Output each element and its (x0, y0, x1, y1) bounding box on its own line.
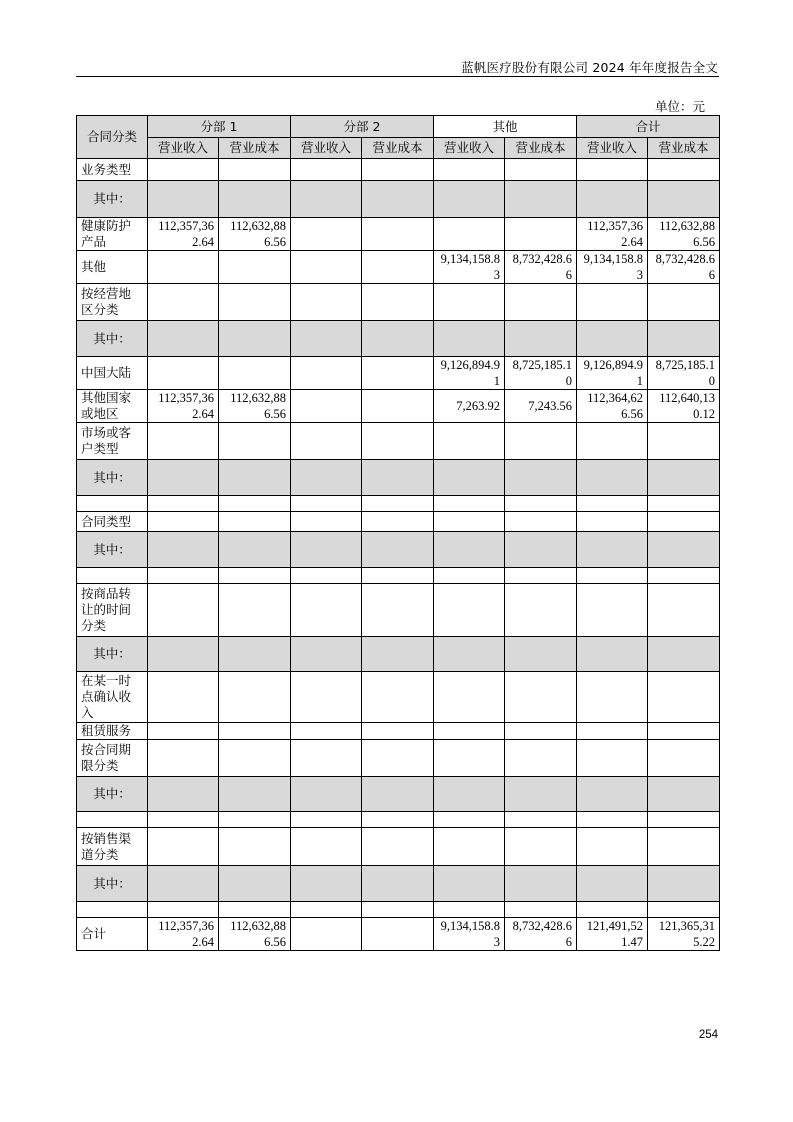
table-cell: 112,357,362.64 (577, 218, 648, 251)
table-cell (505, 812, 577, 828)
table-cell (577, 637, 648, 672)
table-cell (505, 584, 577, 637)
table-cell (362, 423, 434, 460)
table-cell (434, 532, 505, 568)
table-cell (505, 423, 577, 460)
table-cell (219, 321, 291, 357)
table-cell (505, 637, 577, 672)
table-cell (148, 532, 219, 568)
table-cell (434, 321, 505, 357)
row-label (77, 812, 148, 828)
table-cell (434, 181, 505, 218)
table-cell (648, 723, 720, 740)
table-cell (577, 423, 648, 460)
table-cell (148, 460, 219, 496)
segment-header: 合计 (577, 116, 720, 138)
row-label: 中国大陆 (77, 357, 148, 390)
table-row (77, 181, 720, 218)
table-cell (148, 777, 219, 812)
table-cell (577, 866, 648, 902)
row-label: 合同类型 (77, 512, 148, 532)
sub-header: 营业成本 (219, 138, 291, 159)
table-cell (434, 512, 505, 532)
table-row (77, 218, 720, 251)
table-cell (577, 777, 648, 812)
table-cell (434, 568, 505, 584)
table-cell (577, 284, 648, 321)
table-cell (648, 284, 720, 321)
table-cell (434, 284, 505, 321)
table-cell (577, 828, 648, 866)
table-cell (505, 460, 577, 496)
table-cell (219, 357, 291, 390)
table-cell (434, 902, 505, 918)
table-cell: 9,134,158.83 (434, 918, 505, 951)
table-cell (362, 828, 434, 866)
table-cell (505, 159, 577, 181)
segment-header: 分部 2 (291, 116, 434, 138)
table-cell (291, 777, 362, 812)
table-cell (291, 284, 362, 321)
table-cell (505, 902, 577, 918)
table-cell (291, 723, 362, 740)
table-cell (219, 828, 291, 866)
table-cell (648, 423, 720, 460)
table-cell (577, 902, 648, 918)
table-cell (362, 532, 434, 568)
table-cell (291, 496, 362, 512)
table-cell (219, 637, 291, 672)
row-label: 在某一时点确认收入 (77, 672, 148, 723)
table-cell (219, 512, 291, 532)
table-cell (434, 812, 505, 828)
table-cell (434, 159, 505, 181)
table-cell (577, 496, 648, 512)
table-cell (148, 357, 219, 390)
table-row (77, 512, 720, 532)
table-cell: 8,732,428.66 (505, 251, 577, 284)
table-row (77, 159, 720, 181)
table-cell (291, 637, 362, 672)
table-cell (219, 251, 291, 284)
table-cell (291, 423, 362, 460)
table-cell: 121,365,315.22 (648, 918, 720, 951)
row-label (77, 568, 148, 584)
table-cell (148, 568, 219, 584)
table-cell (648, 159, 720, 181)
table-cell (148, 902, 219, 918)
table-cell (505, 321, 577, 357)
table-cell (219, 672, 291, 723)
table-cell (362, 568, 434, 584)
table-cell (362, 284, 434, 321)
table-cell (577, 740, 648, 777)
table-cell (148, 284, 219, 321)
table-cell (362, 357, 434, 390)
table-row (77, 828, 720, 866)
table-cell (434, 723, 505, 740)
sub-header: 营业成本 (648, 138, 720, 159)
table-cell (148, 423, 219, 460)
table-cell (291, 321, 362, 357)
table-cell (291, 812, 362, 828)
table-cell (505, 777, 577, 812)
table-row (77, 902, 720, 918)
table-cell (434, 777, 505, 812)
row-label: 其中： (77, 532, 148, 568)
table-cell: 8,732,428.66 (505, 918, 577, 951)
row-label: 其中： (77, 866, 148, 902)
table-cell (577, 568, 648, 584)
table-cell (362, 812, 434, 828)
table-cell (291, 159, 362, 181)
row-label (77, 496, 148, 512)
table-row (77, 423, 720, 460)
table-cell: 9,134,158.83 (434, 251, 505, 284)
table-cell (577, 584, 648, 637)
table-cell (648, 181, 720, 218)
table-cell (291, 251, 362, 284)
table-cell (505, 284, 577, 321)
sub-header: 营业收入 (434, 138, 505, 159)
table-cell: 112,632,886.56 (648, 218, 720, 251)
table-cell: 7,263.92 (434, 390, 505, 423)
table-cell (505, 828, 577, 866)
table-cell: 112,632,886.56 (219, 218, 291, 251)
table-cell (291, 740, 362, 777)
table-cell (291, 357, 362, 390)
table-cell: 112,357,362.64 (148, 218, 219, 251)
row-label: 按商品转让的时间分类 (77, 584, 148, 637)
table-cell (219, 532, 291, 568)
table-cell (148, 251, 219, 284)
table-cell (577, 812, 648, 828)
table-cell: 8,732,428.66 (648, 251, 720, 284)
table-cell (148, 723, 219, 740)
table-row (77, 357, 720, 390)
table-cell (148, 672, 219, 723)
table-cell (577, 460, 648, 496)
table-cell: 9,126,894.91 (434, 357, 505, 390)
table-cell (505, 568, 577, 584)
table-row (77, 321, 720, 357)
row-label: 按销售渠道分类 (77, 828, 148, 866)
table-cell (577, 723, 648, 740)
table-cell (148, 321, 219, 357)
table-cell (505, 512, 577, 532)
table-cell (577, 181, 648, 218)
header-rule (76, 76, 719, 77)
table-cell (148, 866, 219, 902)
table-cell (291, 181, 362, 218)
table-cell (291, 568, 362, 584)
row-label: 其他 (77, 251, 148, 284)
table-row (77, 866, 720, 902)
table-row (77, 532, 720, 568)
row-label: 市场或客户类型 (77, 423, 148, 460)
row-label: 其中： (77, 181, 148, 218)
table-cell (434, 740, 505, 777)
table-row (77, 390, 720, 423)
table-cell (219, 584, 291, 637)
table-row (77, 284, 720, 321)
table-cell (291, 902, 362, 918)
table-cell (362, 181, 434, 218)
table-cell (362, 777, 434, 812)
table-cell (505, 496, 577, 512)
table-cell (434, 423, 505, 460)
table-cell (648, 672, 720, 723)
table-row (77, 918, 720, 951)
table-cell (362, 740, 434, 777)
table-row (77, 723, 720, 740)
table-cell (505, 866, 577, 902)
table-cell (434, 584, 505, 637)
table-cell (648, 512, 720, 532)
revenue-breakdown-table (76, 115, 720, 951)
table-row (77, 568, 720, 584)
table-cell (291, 828, 362, 866)
table-cell (362, 637, 434, 672)
table-cell (362, 902, 434, 918)
table-cell (219, 181, 291, 218)
table-cell (362, 866, 434, 902)
table-cell (219, 159, 291, 181)
row-label (77, 902, 148, 918)
table-row (77, 584, 720, 637)
table-cell (362, 251, 434, 284)
table-cell (148, 181, 219, 218)
table-row (77, 740, 720, 777)
table-cell (291, 532, 362, 568)
table-row (77, 672, 720, 723)
table-cell: 121,491,521.47 (577, 918, 648, 951)
table-cell (219, 902, 291, 918)
table-cell (362, 918, 434, 951)
table-cell (219, 812, 291, 828)
table-cell (219, 496, 291, 512)
table-cell (219, 423, 291, 460)
row-label: 合计 (77, 918, 148, 951)
row-label: 其中： (77, 637, 148, 672)
table-body (77, 159, 720, 951)
table-cell (148, 637, 219, 672)
row-label: 业务类型 (77, 159, 148, 181)
table-cell: 9,126,894.91 (577, 357, 648, 390)
row-label: 其中： (77, 777, 148, 812)
segment-header: 其他 (434, 116, 577, 138)
table-cell (648, 812, 720, 828)
table-cell (291, 218, 362, 251)
table-cell (148, 512, 219, 532)
table-cell (148, 159, 219, 181)
table-cell (362, 390, 434, 423)
table-cell (362, 512, 434, 532)
table-cell (577, 512, 648, 532)
table-cell (648, 866, 720, 902)
table-cell (219, 723, 291, 740)
row-label: 其中： (77, 460, 148, 496)
table-cell (219, 740, 291, 777)
table-cell: 112,632,886.56 (219, 390, 291, 423)
table-cell (291, 512, 362, 532)
table-cell (291, 390, 362, 423)
table-cell (648, 902, 720, 918)
sub-header: 营业收入 (148, 138, 219, 159)
table-cell (362, 584, 434, 637)
table-cell (505, 672, 577, 723)
table-cell (577, 321, 648, 357)
table-cell (648, 568, 720, 584)
table-cell: 8,725,185.10 (505, 357, 577, 390)
unit-label: 单位：元 (654, 99, 705, 114)
table-cell (648, 828, 720, 866)
table-cell (434, 866, 505, 902)
table-cell (505, 532, 577, 568)
row-label: 其他国家或地区 (77, 390, 148, 423)
table-cell (219, 284, 291, 321)
table-cell: 112,640,130.12 (648, 390, 720, 423)
table-row (77, 496, 720, 512)
table-cell: 112,357,362.64 (148, 390, 219, 423)
table-cell (219, 777, 291, 812)
table-cell (362, 218, 434, 251)
table-row (77, 777, 720, 812)
table-cell (434, 828, 505, 866)
col-category-header: 合同分类 (77, 116, 148, 159)
table-cell: 9,134,158.83 (577, 251, 648, 284)
table-cell (148, 496, 219, 512)
table-cell: 7,243.56 (505, 390, 577, 423)
table-cell (291, 584, 362, 637)
table-cell (505, 723, 577, 740)
table-cell (434, 496, 505, 512)
row-label: 其中： (77, 321, 148, 357)
segment-header: 分部 1 (148, 116, 291, 138)
table-cell: 112,357,362.64 (148, 918, 219, 951)
sub-header: 营业成本 (362, 138, 434, 159)
document-header-title: 蓝帆医疗股份有限公司 2024 年年度报告全文 (461, 60, 718, 75)
table-cell (648, 740, 720, 777)
table-cell (362, 672, 434, 723)
table-row (77, 812, 720, 828)
table-cell (362, 321, 434, 357)
table-cell: 8,725,185.10 (648, 357, 720, 390)
sub-header: 营业收入 (291, 138, 362, 159)
table-row (77, 251, 720, 284)
table-cell (362, 460, 434, 496)
table-cell (291, 918, 362, 951)
table-row (77, 460, 720, 496)
table-cell (148, 812, 219, 828)
table-cell: 112,364,626.56 (577, 390, 648, 423)
table-cell (505, 181, 577, 218)
row-label: 按经营地区分类 (77, 284, 148, 321)
table-cell (148, 584, 219, 637)
table-cell (648, 777, 720, 812)
table-cell (219, 568, 291, 584)
table-cell (434, 672, 505, 723)
row-label: 健康防护产品 (77, 218, 148, 251)
table-cell (577, 672, 648, 723)
table-cell (648, 637, 720, 672)
table-cell (291, 672, 362, 723)
table-cell (362, 723, 434, 740)
table-cell (648, 496, 720, 512)
table-cell (219, 866, 291, 902)
table-cell (648, 460, 720, 496)
table-cell (148, 740, 219, 777)
row-label: 按合同期限分类 (77, 740, 148, 777)
sub-header: 营业成本 (505, 138, 577, 159)
table-cell (505, 218, 577, 251)
table-cell (291, 460, 362, 496)
table-cell (577, 532, 648, 568)
table-cell (505, 740, 577, 777)
table-cell (434, 637, 505, 672)
table-cell (219, 460, 291, 496)
table-cell (434, 218, 505, 251)
table-cell (648, 584, 720, 637)
table-cell (648, 321, 720, 357)
table-cell (362, 159, 434, 181)
table-cell (648, 532, 720, 568)
page-number: 254 (698, 1029, 718, 1041)
table-cell (291, 866, 362, 902)
table-cell (362, 496, 434, 512)
table-row (77, 637, 720, 672)
table-cell: 112,632,886.56 (219, 918, 291, 951)
sub-header: 营业收入 (577, 138, 648, 159)
table-cell (148, 828, 219, 866)
table-cell (577, 159, 648, 181)
row-label: 租赁服务 (77, 723, 148, 740)
table-cell (434, 460, 505, 496)
